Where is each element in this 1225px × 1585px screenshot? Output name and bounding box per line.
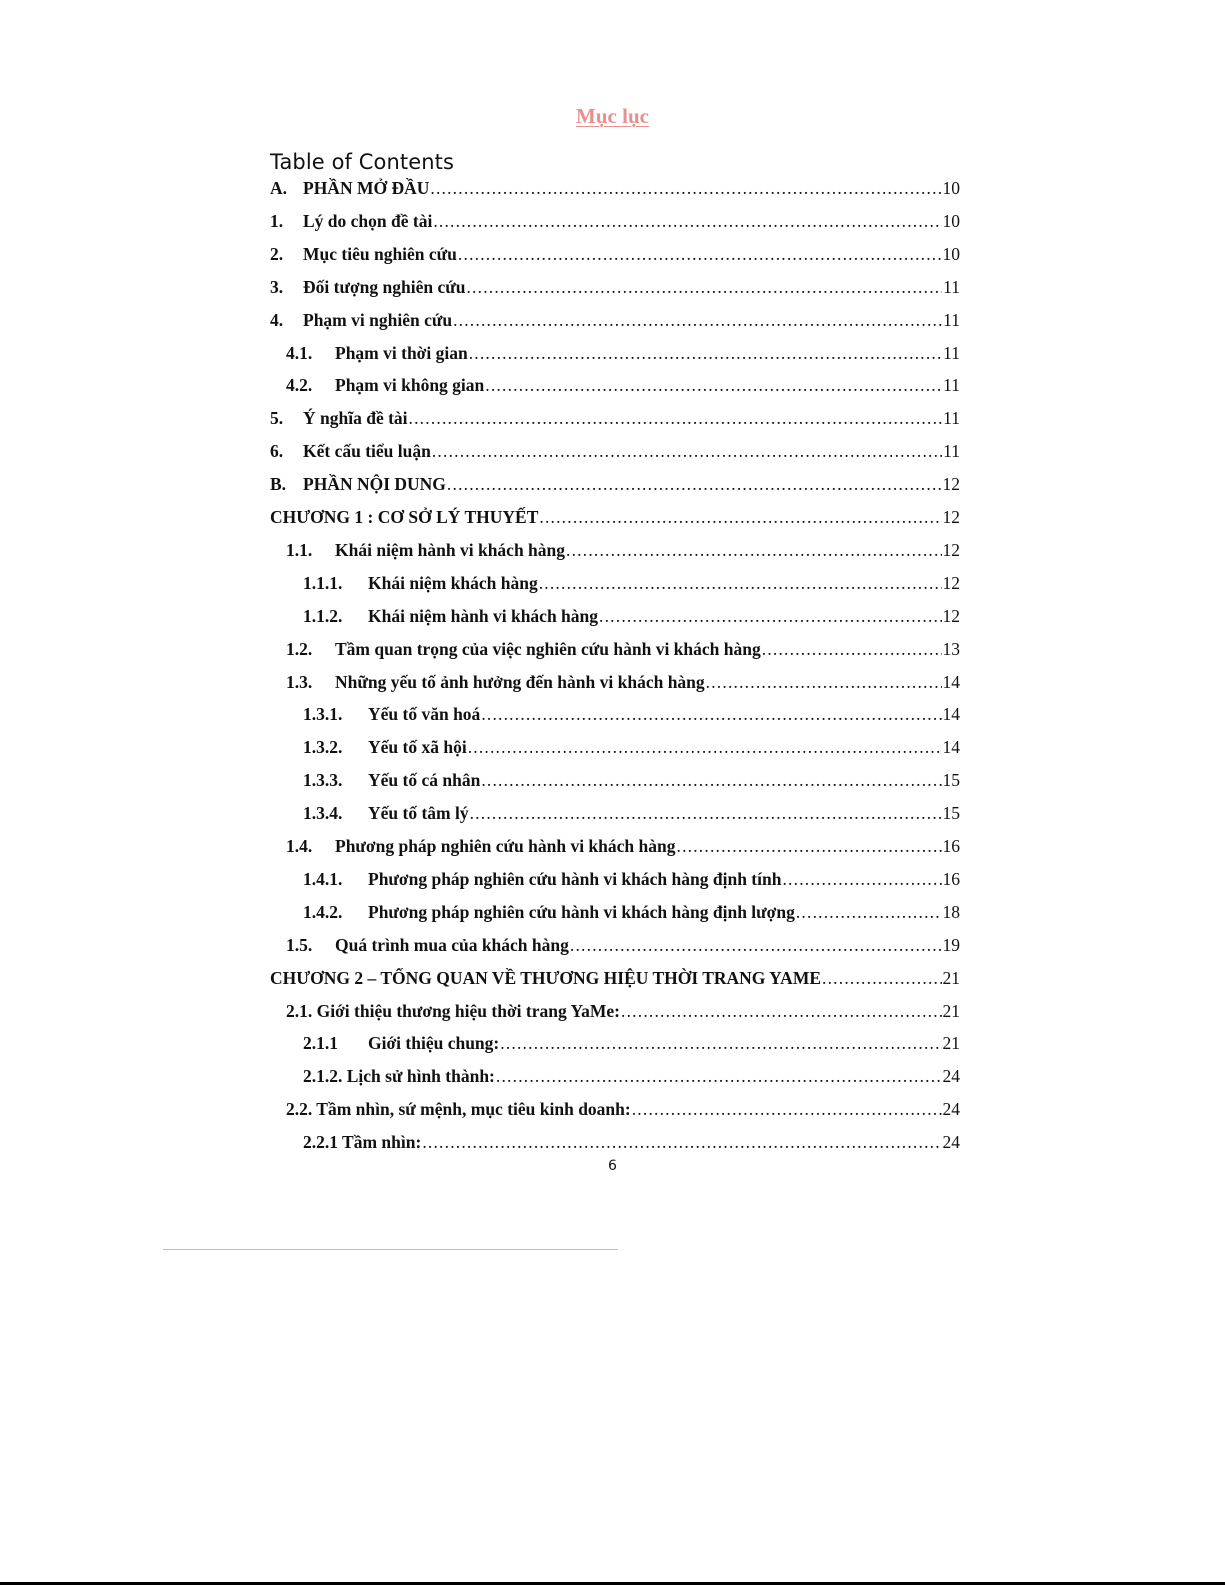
toc-dot-leader xyxy=(466,277,942,298)
toc-entry-page: 19 xyxy=(942,934,960,955)
toc-dot-leader xyxy=(677,836,942,857)
toc-entry-number: 1.5. xyxy=(286,934,313,955)
toc-entry-title: Giới thiệu chung: xyxy=(368,1033,500,1054)
toc-entry[interactable] xyxy=(270,178,960,206)
toc-entry-page: 14 xyxy=(942,737,960,758)
toc-dot-leader xyxy=(500,1033,941,1054)
toc-entry-number: 1.1.1. xyxy=(303,572,343,593)
toc-entry[interactable] xyxy=(303,573,960,601)
toc-entry-number: 4. xyxy=(270,309,284,330)
toc-dot-leader xyxy=(470,803,942,824)
toc-entry-number: 1.3. xyxy=(286,671,313,692)
toc-entry-page: 12 xyxy=(942,539,960,560)
toc-entry-page: 11 xyxy=(943,276,960,297)
toc-entry-page: 13 xyxy=(942,638,960,659)
toc-entry-number: 1. xyxy=(270,210,284,231)
page-number: 6 xyxy=(608,1158,617,1174)
toc-entry-title: Yếu tố tâm lý xyxy=(368,803,469,824)
toc-dot-leader xyxy=(422,1132,941,1153)
toc-dot-leader xyxy=(706,672,942,693)
toc-entry[interactable] xyxy=(303,606,960,634)
toc-entry-page: 21 xyxy=(942,1033,960,1054)
toc-dot-leader xyxy=(430,178,941,199)
toc-dot-leader xyxy=(782,869,941,890)
toc-entry-page: 21 xyxy=(942,967,960,988)
toc-entry-title: Yếu tố xã hội xyxy=(368,737,467,758)
toc-entry-page: 11 xyxy=(943,441,960,462)
toc-dot-leader xyxy=(599,606,941,627)
toc-dot-leader xyxy=(621,1001,941,1022)
toc-dot-leader xyxy=(468,737,942,758)
toc-entry-number: 1.1.2. xyxy=(303,605,343,626)
toc-entry-title: CHƯƠNG 2 – TỔNG QUAN VỀ THƯƠNG HIỆU THỜI TRANG YAME xyxy=(270,967,822,988)
toc-entry-title: Phương pháp nghiên cứu hành vi khách hàng định tính xyxy=(368,868,782,889)
toc-entry[interactable] xyxy=(270,474,960,502)
toc-entry-number: 1.3.3. xyxy=(303,770,343,791)
toc-dot-leader xyxy=(481,704,941,725)
toc-entry-page: 16 xyxy=(942,868,960,889)
toc-entry[interactable] xyxy=(286,639,960,667)
toc-entry-title: CHƯƠNG 1 : CƠ SỞ LÝ THUYẾT xyxy=(270,507,539,527)
toc-entry-number: 1.3.1. xyxy=(303,704,343,725)
toc-entry[interactable] xyxy=(286,343,960,371)
toc-entry-page: 24 xyxy=(942,1132,960,1153)
toc-dot-leader xyxy=(539,507,941,528)
toc-entry-number: 1.1. xyxy=(286,539,313,560)
toc-entry[interactable] xyxy=(286,1001,960,1029)
toc-entry[interactable] xyxy=(270,211,960,239)
toc-title: Table of Contents xyxy=(270,150,455,174)
toc-entry-title: Đối tượng nghiên cứu xyxy=(303,276,466,297)
toc-entry-page: 11 xyxy=(943,408,960,429)
toc-dot-leader xyxy=(458,244,942,265)
toc-entry[interactable] xyxy=(303,803,960,831)
toc-entry-title: Yếu tố cá nhân xyxy=(368,770,481,791)
toc-entry-title: Ý nghĩa đề tài xyxy=(303,408,408,429)
toc-entry-page: 15 xyxy=(942,770,960,791)
toc-dot-leader xyxy=(566,540,941,561)
toc-dot-leader xyxy=(762,639,942,660)
toc-entry-page: 12 xyxy=(942,474,960,495)
toc-dot-leader xyxy=(409,408,943,429)
toc-entry-page: 11 xyxy=(943,342,960,363)
toc-entry-number: 1.2. xyxy=(286,638,313,659)
toc-entry-title: Quá trình mua của khách hàng xyxy=(335,934,569,955)
toc-dot-leader xyxy=(433,211,941,232)
toc-entry-title: Khái niệm khách hàng xyxy=(368,572,538,593)
toc-entry-number: A. xyxy=(270,178,288,198)
toc-entry-title: Phạm vi không gian xyxy=(335,375,485,396)
toc-dot-leader xyxy=(481,770,941,791)
toc-entry-page: 12 xyxy=(942,605,960,626)
toc-entry[interactable] xyxy=(303,737,960,765)
toc-entry-title: Lý do chọn đề tài xyxy=(303,210,433,231)
toc-dot-leader xyxy=(485,375,942,396)
toc-entry-page: 12 xyxy=(942,572,960,593)
toc-entry-title: 2.2.1 Tầm nhìn: xyxy=(303,1132,422,1153)
toc-entry-page: 10 xyxy=(942,243,960,264)
toc-entry[interactable] xyxy=(303,869,960,897)
toc-entry[interactable] xyxy=(270,310,960,338)
toc-entry-title: 2.2. Tầm nhìn, sứ mệnh, mục tiêu kinh doanh: xyxy=(286,1099,631,1120)
toc-entry-number: 5. xyxy=(270,408,284,429)
toc-dot-leader xyxy=(570,935,942,956)
toc-entry-page: 12 xyxy=(942,507,960,527)
toc-entry[interactable] xyxy=(286,836,960,864)
toc-entry[interactable] xyxy=(303,1132,960,1160)
toc-dot-leader xyxy=(432,441,942,462)
footnote-separator xyxy=(163,1249,618,1250)
toc-entry-number: 1.4. xyxy=(286,836,313,856)
toc-entry[interactable] xyxy=(303,1033,960,1061)
toc-entry-number: 4.1. xyxy=(286,342,313,363)
toc-entry[interactable] xyxy=(286,672,960,700)
toc-entry-number: 2.1.1 xyxy=(303,1033,338,1054)
toc-entry-title: Phạm vi thời gian xyxy=(335,342,468,363)
toc-entry-title: Phương pháp nghiên cứu hành vi khách hàng định lượng xyxy=(368,901,795,922)
toc-entry-number: B. xyxy=(270,474,287,495)
toc-entry[interactable] xyxy=(286,540,960,568)
toc-entry[interactable] xyxy=(270,507,960,535)
toc-entry-page: 10 xyxy=(942,210,960,231)
page-heading: Mục lục xyxy=(576,104,649,128)
toc-dot-leader xyxy=(496,1066,942,1087)
toc-dot-leader xyxy=(453,310,942,331)
toc-entry-title: Mục tiêu nghiên cứu xyxy=(303,243,457,264)
toc-entry-number: 2. xyxy=(270,243,284,264)
toc-entry-number: 1.4.1. xyxy=(303,868,343,889)
toc-entry-page: 11 xyxy=(943,309,960,330)
toc-entry[interactable] xyxy=(286,375,960,403)
toc-entry-title: Kết cấu tiểu luận xyxy=(303,441,431,462)
toc-entry-page: 14 xyxy=(942,671,960,692)
toc-entry-page: 14 xyxy=(942,704,960,725)
toc-entry[interactable] xyxy=(270,441,960,469)
toc-dot-leader xyxy=(469,343,942,364)
toc-entry-title: Khái niệm hành vi khách hàng xyxy=(335,539,566,560)
toc-entry-title: 2.1.2. Lịch sử hình thành: xyxy=(303,1066,495,1087)
toc-entry-page: 10 xyxy=(942,178,960,198)
toc-entry-title: Khái niệm hành vi khách hàng xyxy=(368,605,599,626)
toc-entry-title: Phương pháp nghiên cứu hành vi khách hàng xyxy=(335,836,676,856)
toc-entry-title: Yếu tố văn hoá xyxy=(368,704,481,725)
toc-entry[interactable] xyxy=(286,935,960,963)
toc-entry-title: PHẦN MỞ ĐẦU xyxy=(303,178,430,198)
toc-entry[interactable] xyxy=(303,704,960,732)
toc-entry-title: 2.1. Giới thiệu thương hiệu thời trang YaMe: xyxy=(286,1000,621,1021)
toc-entry-number: 1.4.2. xyxy=(303,901,343,922)
toc-entry[interactable] xyxy=(270,408,960,436)
toc-entry-number: 4.2. xyxy=(286,375,313,396)
toc-entry-title: PHẦN NỘI DUNG xyxy=(303,474,446,495)
toc-entry-page: 24 xyxy=(942,1099,960,1120)
toc-entry-page: 11 xyxy=(943,375,960,396)
toc-entry[interactable] xyxy=(270,244,960,272)
toc-entry-page: 16 xyxy=(942,836,960,856)
toc-entry[interactable] xyxy=(303,770,960,798)
toc-entry-number: 1.3.4. xyxy=(303,803,343,824)
toc-entry[interactable] xyxy=(286,1099,960,1127)
toc-entry-number: 1.3.2. xyxy=(303,737,343,758)
toc-dot-leader xyxy=(796,902,942,923)
toc-dot-leader xyxy=(447,474,942,495)
toc-dot-leader xyxy=(822,968,941,989)
toc-entry-title: Tầm quan trọng của việc nghiên cứu hành vi khách hàng xyxy=(335,638,761,659)
toc-dot-leader xyxy=(539,573,942,594)
toc-entry-title: Phạm vi nghiên cứu xyxy=(303,309,453,330)
toc-entry[interactable] xyxy=(270,968,960,996)
toc-entry-page: 24 xyxy=(942,1066,960,1087)
toc-entry-number: 3. xyxy=(270,276,284,297)
toc-entry-number: 6. xyxy=(270,441,284,462)
toc-entry[interactable] xyxy=(303,1066,960,1094)
toc-entry-page: 15 xyxy=(942,803,960,824)
toc-entry-page: 18 xyxy=(942,901,960,922)
toc-dot-leader xyxy=(632,1099,942,1120)
toc-entry-title: Những yếu tố ảnh hưởng đến hành vi khách hàng xyxy=(335,671,705,692)
toc-entry[interactable] xyxy=(303,902,960,930)
toc-entry[interactable] xyxy=(270,277,960,305)
toc-entry-page: 21 xyxy=(942,1000,960,1021)
